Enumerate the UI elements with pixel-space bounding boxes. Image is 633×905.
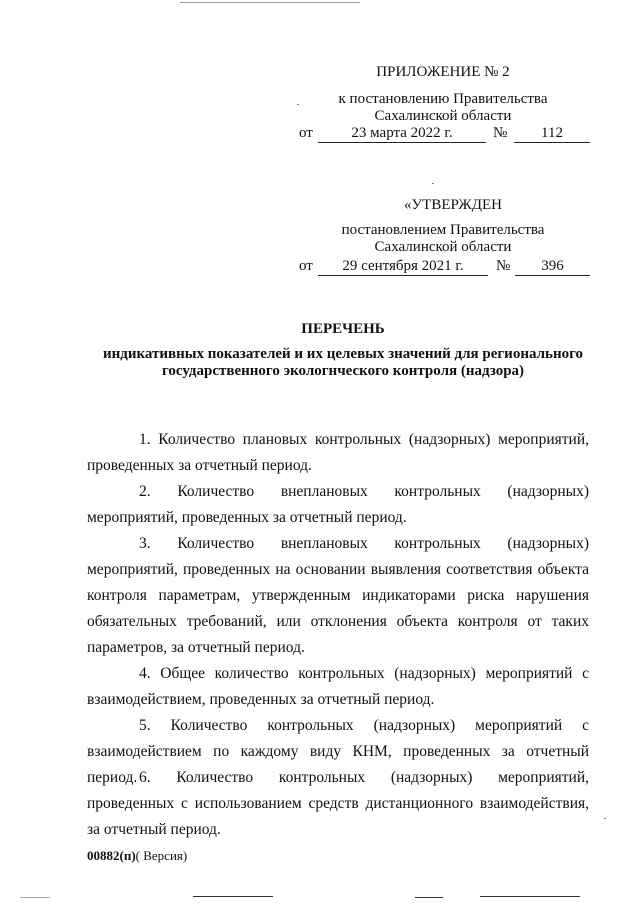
list-item-2: 2. Количество внеплановых контрольных (надзорных) мероприятий, проведенных за отчетный период. [87, 483, 589, 526]
scan-artifact-bottom-4 [480, 896, 580, 897]
footer-version: ( Версия) [135, 848, 188, 863]
list-item-1: 1. Количество плановых контрольных (надзорных) мероприятий, проведенных за отчетный период. [87, 431, 589, 474]
scan-artifact-bottom-1 [20, 897, 50, 898]
approved-number-label: № [496, 258, 511, 274]
document-subtitle-line1: индикативных показателей и их целевых значений для регионального [102, 346, 584, 362]
scan-artifact-bottom-3 [415, 897, 443, 898]
scan-artifact-bottom-2 [193, 896, 273, 897]
document-title: ПЕРЕЧЕНЬ [301, 321, 385, 337]
footer-code: 00882(п) [87, 848, 136, 863]
approved-number: 396 [515, 258, 590, 276]
scan-speck-3 [604, 818, 606, 819]
footer [87, 848, 187, 864]
list-item-4: 4. Общее количество контрольных (надзорных) мероприятий с взаимодействием, проведенных за отчетный период. [87, 665, 589, 708]
list-item-5: 5. Количество контрольных (надзорных) мероприятий с взаимодействием по каждому виду КНМ, проведенных за отчетный период. [87, 717, 589, 786]
scan-speck-2 [432, 183, 434, 184]
appendix-number: 112 [514, 125, 590, 143]
approved-title: «УТВЕРЖДЕН [404, 197, 502, 213]
list-item-6: 6. Количество контрольных (надзорных) мероприятий, проведенных с использованием средств дистанционного взаимодействия, за отчетный период. [87, 769, 589, 838]
scan-artifact-top [180, 2, 360, 3]
approved-date: 29 сентября 2021 г. [318, 258, 488, 276]
appendix-line2: Сахалинской области [374, 108, 512, 124]
appendix-date: 23 марта 2022 г. [318, 125, 486, 143]
approved-line2: Сахалинской области [374, 239, 512, 255]
approved-from-label: от [299, 258, 313, 274]
appendix-from-label: от [299, 125, 313, 141]
document-subtitle-line2: государственного экологнческого контроля (надзора) [161, 363, 525, 379]
scan-speck-1 [297, 104, 299, 105]
appendix-line1: к постановлению Правительства [338, 91, 548, 107]
approved-line1: постановлением Правительства [341, 222, 545, 238]
appendix-title: ПРИЛОЖЕНИЕ № 2 [376, 64, 510, 80]
appendix-number-label: № [493, 125, 508, 141]
list-item-3: 3. Количество внеплановых контрольных (надзорных) мероприятий, проведенных на основании выявления соответствия объекта контроля параметрам, утвержденным индикаторами риска нарушения обязательных требований, или отклонения объекта контроля от таких параметров, за отчетный период. [87, 535, 589, 656]
